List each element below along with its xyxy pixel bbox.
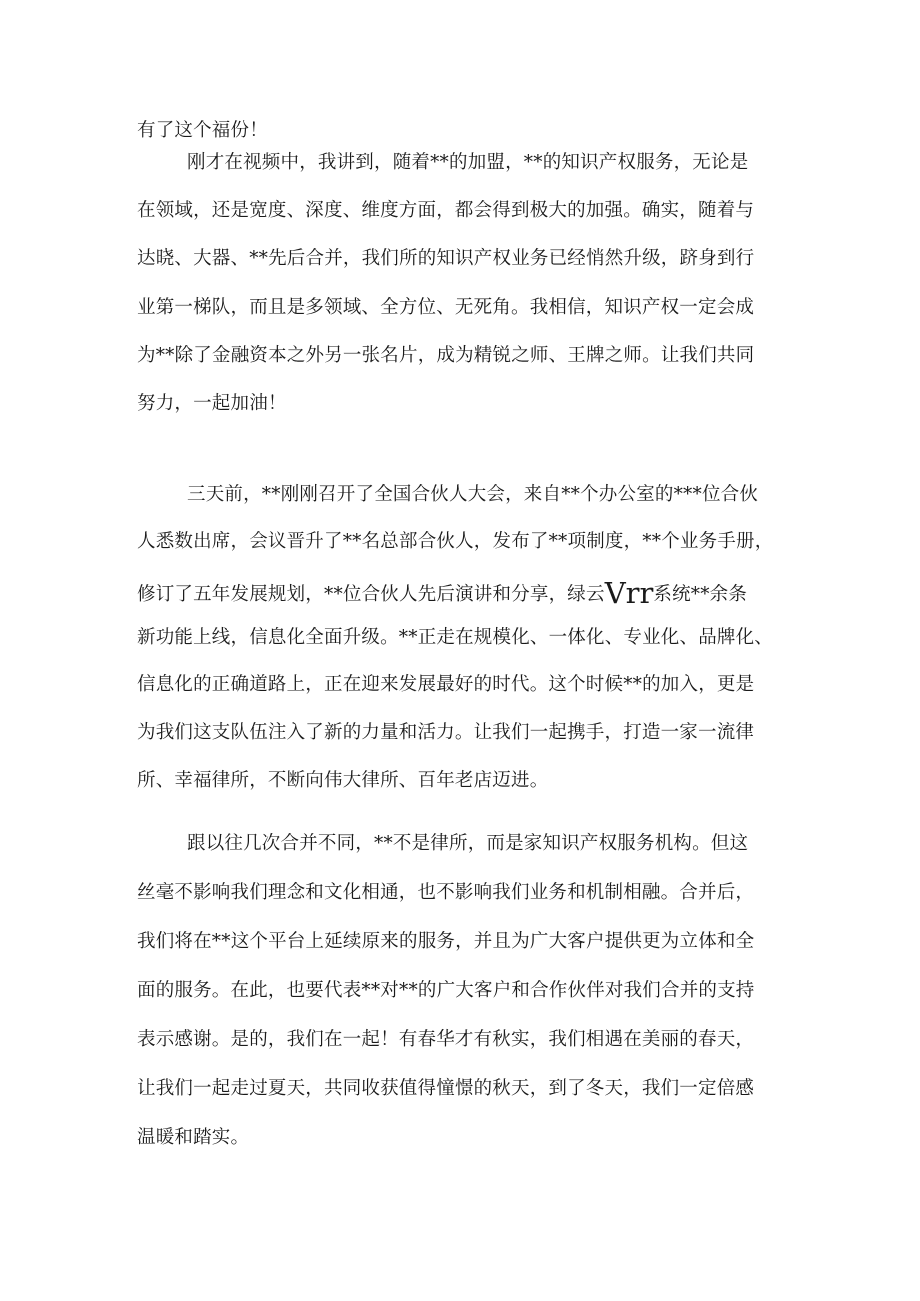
paragraph-line: 为**除了金融资本之外另一张名片，成为精锐之师、王牌之师。让我们共同 xyxy=(137,345,755,366)
paragraph-line: 新功能上线，信息化全面升级。**正走在规模化、一体化、专业化、品牌化、 xyxy=(137,627,774,648)
paragraph-line-text: 修订了五年发展规划，**位合伙人先后演讲和分享，绿云 xyxy=(137,584,605,605)
paragraph-line: 三天前，**刚刚召开了全国合伙人大会，来自**个办公室的***位合伙 xyxy=(187,484,759,505)
paragraph-line: 所、幸福律所，不断向伟大律所、百年老店迈进。 xyxy=(137,770,549,791)
paragraph-line: 人悉数出席，会议晋升了**名总部合伙人，发布了**项制度，**个业务手册， xyxy=(137,531,774,552)
vrr-system-name: Vrr xyxy=(604,576,654,610)
paragraph-line: 为我们这支队伍注入了新的力量和活力。让我们一起携手，打造一家一流律 xyxy=(137,722,755,743)
paragraph-line: 温暖和踏实。 xyxy=(137,1127,250,1148)
paragraph-line xyxy=(137,576,748,610)
paragraph-line: 刚才在视频中，我讲到，随着**的加盟，**的知识产权服务，无论是 xyxy=(187,152,749,173)
paragraph-line: 我们将在**这个平台上延续原来的服务，并且为广大客户提供更为立体和全 xyxy=(137,931,755,952)
paragraph-line: 跟以往几次合并不同，**不是律所，而是家知识产权服务机构。但这 xyxy=(187,833,749,854)
paragraph-line: 面的服务。在此，也要代表**对**的广大客户和合作伙伴对我们合并的支持 xyxy=(137,980,755,1001)
paragraph-line: 丝毫不影响我们理念和文化相通，也不影响我们业务和机制相融。合并后， xyxy=(137,882,755,903)
paragraph-line: 让我们一起走过夏天，共同收获值得憧憬的秋天，到了冬天，我们一定倍感 xyxy=(137,1078,755,1099)
paragraph-line: 努力，一起加油！ xyxy=(137,393,287,414)
paragraph-line: 业第一梯队，而且是多领域、全方位、无死角。我相信，知识产权一定会成 xyxy=(137,297,755,318)
paragraph-line: 信息化的正确道路上，正在迎来发展最好的时代。这个时候**的加入，更是 xyxy=(137,674,755,695)
paragraph-line: 在领域，还是宽度、深度、维度方面，都会得到极大的加强。确实，随着与 xyxy=(137,200,755,221)
paragraph-line: 表示感谢。是的，我们在一起！有春华才有秋实，我们相遇在美丽的春天， xyxy=(137,1029,755,1050)
paragraph-line-text: 系统**余条 xyxy=(653,584,748,605)
paragraph-line: 达晓、大器、**先后合并，我们所的知识产权业务已经悄然升级，跻身到行 xyxy=(137,248,755,269)
paragraph-line: 有了这个福份！ xyxy=(137,120,268,141)
